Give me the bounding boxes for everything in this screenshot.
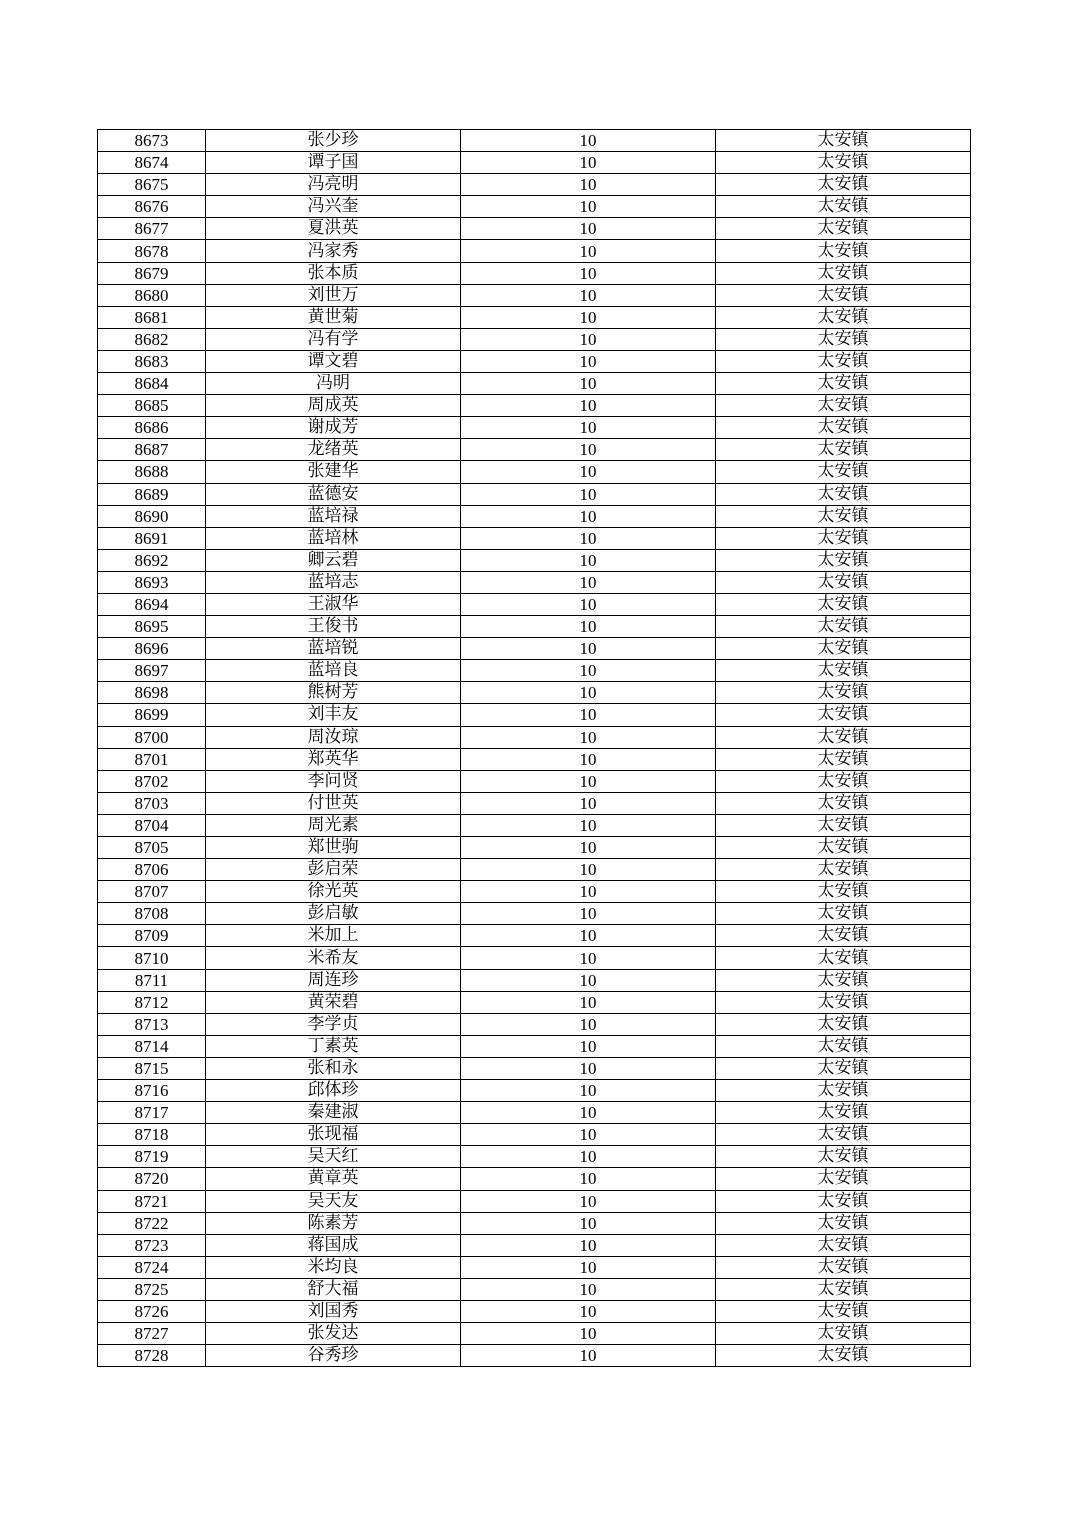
row-number-cell: 8722: [98, 1212, 206, 1234]
row-number-cell: 8723: [98, 1234, 206, 1256]
town-cell: 太安镇: [716, 1190, 971, 1212]
row-number-cell: 8711: [98, 969, 206, 991]
row-number-cell: 8687: [98, 439, 206, 461]
amount-cell: 10: [461, 306, 716, 328]
row-number-cell: 8691: [98, 527, 206, 549]
amount-cell: 10: [461, 1168, 716, 1190]
table-row: [98, 726, 971, 748]
town-cell: 太安镇: [716, 1035, 971, 1057]
table-row: [98, 593, 971, 615]
town-cell: 太安镇: [716, 704, 971, 726]
amount-cell: 10: [461, 461, 716, 483]
town-cell: 太安镇: [716, 660, 971, 682]
amount-cell: 10: [461, 1278, 716, 1300]
town-cell: 太安镇: [716, 859, 971, 881]
town-cell: 太安镇: [716, 373, 971, 395]
row-number-cell: 8685: [98, 395, 206, 417]
amount-cell: 10: [461, 218, 716, 240]
name-cell: 黄世菊: [206, 306, 461, 328]
table-row: [98, 1013, 971, 1035]
town-cell: 太安镇: [716, 1124, 971, 1146]
amount-cell: 10: [461, 395, 716, 417]
name-cell: 蓝培林: [206, 527, 461, 549]
name-cell: 龙绪英: [206, 439, 461, 461]
table-row: [98, 328, 971, 350]
amount-cell: 10: [461, 1345, 716, 1367]
name-cell: 蓝培良: [206, 660, 461, 682]
town-cell: 太安镇: [716, 682, 971, 704]
row-number-cell: 8700: [98, 726, 206, 748]
amount-cell: 10: [461, 1146, 716, 1168]
amount-cell: 10: [461, 1102, 716, 1124]
amount-cell: 10: [461, 903, 716, 925]
name-cell: 周光素: [206, 814, 461, 836]
amount-cell: 10: [461, 505, 716, 527]
town-cell: 太安镇: [716, 925, 971, 947]
name-cell: 冯家秀: [206, 240, 461, 262]
amount-cell: 10: [461, 439, 716, 461]
row-number-cell: 8710: [98, 947, 206, 969]
table-row: [98, 859, 971, 881]
table-row: [98, 991, 971, 1013]
name-cell: 张本质: [206, 262, 461, 284]
name-cell: 郑英华: [206, 748, 461, 770]
town-cell: 太安镇: [716, 152, 971, 174]
town-cell: 太安镇: [716, 1146, 971, 1168]
name-cell: 熊树芳: [206, 682, 461, 704]
name-cell: 付世英: [206, 792, 461, 814]
town-cell: 太安镇: [716, 748, 971, 770]
table-row: [98, 174, 971, 196]
amount-cell: 10: [461, 1300, 716, 1322]
data-table: [97, 129, 971, 1367]
town-cell: 太安镇: [716, 1278, 971, 1300]
amount-cell: 10: [461, 616, 716, 638]
name-cell: 舒大福: [206, 1278, 461, 1300]
table-row: [98, 1256, 971, 1278]
table-row: [98, 461, 971, 483]
name-cell: 秦建淑: [206, 1102, 461, 1124]
row-number-cell: 8709: [98, 925, 206, 947]
name-cell: 谢成芳: [206, 417, 461, 439]
town-cell: 太安镇: [716, 638, 971, 660]
row-number-cell: 8707: [98, 881, 206, 903]
name-cell: 夏洪英: [206, 218, 461, 240]
table-row: [98, 682, 971, 704]
name-cell: 蒋国成: [206, 1234, 461, 1256]
town-cell: 太安镇: [716, 1256, 971, 1278]
name-cell: 米均良: [206, 1256, 461, 1278]
town-cell: 太安镇: [716, 1234, 971, 1256]
name-cell: 黄章英: [206, 1168, 461, 1190]
amount-cell: 10: [461, 682, 716, 704]
town-cell: 太安镇: [716, 284, 971, 306]
table-row: [98, 792, 971, 814]
amount-cell: 10: [461, 593, 716, 615]
table-row: [98, 152, 971, 174]
town-cell: 太安镇: [716, 328, 971, 350]
amount-cell: 10: [461, 1190, 716, 1212]
amount-cell: 10: [461, 152, 716, 174]
town-cell: 太安镇: [716, 1168, 971, 1190]
name-cell: 谷秀珍: [206, 1345, 461, 1367]
amount-cell: 10: [461, 947, 716, 969]
table-row: [98, 395, 971, 417]
row-number-cell: 8690: [98, 505, 206, 527]
name-cell: 王淑华: [206, 593, 461, 615]
table-row: [98, 638, 971, 660]
row-number-cell: 8728: [98, 1345, 206, 1367]
row-number-cell: 8676: [98, 196, 206, 218]
name-cell: 冯有学: [206, 328, 461, 350]
town-cell: 太安镇: [716, 616, 971, 638]
amount-cell: 10: [461, 1035, 716, 1057]
row-number-cell: 8712: [98, 991, 206, 1013]
amount-cell: 10: [461, 1013, 716, 1035]
amount-cell: 10: [461, 991, 716, 1013]
row-number-cell: 8717: [98, 1102, 206, 1124]
town-cell: 太安镇: [716, 306, 971, 328]
row-number-cell: 8714: [98, 1035, 206, 1057]
table-row: [98, 571, 971, 593]
name-cell: 周连珍: [206, 969, 461, 991]
table-row: [98, 373, 971, 395]
amount-cell: 10: [461, 1234, 716, 1256]
amount-cell: 10: [461, 792, 716, 814]
row-number-cell: 8679: [98, 262, 206, 284]
town-cell: 太安镇: [716, 1345, 971, 1367]
row-number-cell: 8683: [98, 350, 206, 372]
town-cell: 太安镇: [716, 903, 971, 925]
name-cell: 王俊书: [206, 616, 461, 638]
row-number-cell: 8675: [98, 174, 206, 196]
table-row: [98, 417, 971, 439]
table-row: [98, 660, 971, 682]
table-row: [98, 1057, 971, 1079]
name-cell: 卿云碧: [206, 549, 461, 571]
name-cell: 李学贞: [206, 1013, 461, 1035]
row-number-cell: 8678: [98, 240, 206, 262]
town-cell: 太安镇: [716, 262, 971, 284]
table-row: [98, 1323, 971, 1345]
name-cell: 张发达: [206, 1323, 461, 1345]
row-number-cell: 8706: [98, 859, 206, 881]
name-cell: 吴天友: [206, 1190, 461, 1212]
row-number-cell: 8703: [98, 792, 206, 814]
town-cell: 太安镇: [716, 505, 971, 527]
name-cell: 吴天红: [206, 1146, 461, 1168]
amount-cell: 10: [461, 483, 716, 505]
table-row: [98, 1035, 971, 1057]
amount-cell: 10: [461, 726, 716, 748]
town-cell: 太安镇: [716, 549, 971, 571]
town-cell: 太安镇: [716, 1212, 971, 1234]
table-row: [98, 1278, 971, 1300]
row-number-cell: 8719: [98, 1146, 206, 1168]
row-number-cell: 8682: [98, 328, 206, 350]
name-cell: 陈素芳: [206, 1212, 461, 1234]
name-cell: 刘丰友: [206, 704, 461, 726]
name-cell: 彭启荣: [206, 859, 461, 881]
town-cell: 太安镇: [716, 527, 971, 549]
table-row: [98, 350, 971, 372]
amount-cell: 10: [461, 373, 716, 395]
row-number-cell: 8681: [98, 306, 206, 328]
table-body: [98, 130, 971, 1367]
row-number-cell: 8677: [98, 218, 206, 240]
amount-cell: 10: [461, 638, 716, 660]
name-cell: 邱体珍: [206, 1080, 461, 1102]
name-cell: 冯兴奎: [206, 196, 461, 218]
town-cell: 太安镇: [716, 461, 971, 483]
row-number-cell: 8708: [98, 903, 206, 925]
row-number-cell: 8698: [98, 682, 206, 704]
table-row: [98, 1080, 971, 1102]
table-row: [98, 1300, 971, 1322]
table-row: [98, 284, 971, 306]
table-row: [98, 483, 971, 505]
town-cell: 太安镇: [716, 218, 971, 240]
town-cell: 太安镇: [716, 991, 971, 1013]
table-row: [98, 439, 971, 461]
town-cell: 太安镇: [716, 571, 971, 593]
table-row: [98, 1102, 971, 1124]
name-cell: 丁素英: [206, 1035, 461, 1057]
table-row: [98, 1212, 971, 1234]
town-cell: 太安镇: [716, 1102, 971, 1124]
row-number-cell: 8695: [98, 616, 206, 638]
table-row: [98, 549, 971, 571]
row-number-cell: 8693: [98, 571, 206, 593]
table-row: [98, 1168, 971, 1190]
table-row: [98, 306, 971, 328]
town-cell: 太安镇: [716, 814, 971, 836]
amount-cell: 10: [461, 350, 716, 372]
town-cell: 太安镇: [716, 439, 971, 461]
name-cell: 蓝德安: [206, 483, 461, 505]
row-number-cell: 8718: [98, 1124, 206, 1146]
table-row: [98, 1146, 971, 1168]
table-row: [98, 837, 971, 859]
table-row: [98, 770, 971, 792]
row-number-cell: 8702: [98, 770, 206, 792]
row-number-cell: 8716: [98, 1080, 206, 1102]
town-cell: 太安镇: [716, 350, 971, 372]
amount-cell: 10: [461, 549, 716, 571]
row-number-cell: 8727: [98, 1323, 206, 1345]
row-number-cell: 8726: [98, 1300, 206, 1322]
town-cell: 太安镇: [716, 837, 971, 859]
town-cell: 太安镇: [716, 395, 971, 417]
amount-cell: 10: [461, 837, 716, 859]
town-cell: 太安镇: [716, 947, 971, 969]
amount-cell: 10: [461, 174, 716, 196]
table-row: [98, 704, 971, 726]
row-number-cell: 8692: [98, 549, 206, 571]
amount-cell: 10: [461, 814, 716, 836]
name-cell: 郑世驹: [206, 837, 461, 859]
amount-cell: 10: [461, 1212, 716, 1234]
row-number-cell: 8680: [98, 284, 206, 306]
amount-cell: 10: [461, 262, 716, 284]
table-row: [98, 1234, 971, 1256]
name-cell: 徐光英: [206, 881, 461, 903]
row-number-cell: 8705: [98, 837, 206, 859]
row-number-cell: 8724: [98, 1256, 206, 1278]
table-row: [98, 748, 971, 770]
table-row: [98, 947, 971, 969]
row-number-cell: 8715: [98, 1057, 206, 1079]
amount-cell: 10: [461, 770, 716, 792]
town-cell: 太安镇: [716, 770, 971, 792]
table-row: [98, 130, 971, 152]
town-cell: 太安镇: [716, 417, 971, 439]
table-row: [98, 240, 971, 262]
town-cell: 太安镇: [716, 1080, 971, 1102]
name-cell: 冯明: [206, 373, 461, 395]
name-cell: 刘国秀: [206, 1300, 461, 1322]
name-cell: 米希友: [206, 947, 461, 969]
town-cell: 太安镇: [716, 593, 971, 615]
row-number-cell: 8704: [98, 814, 206, 836]
table-row: [98, 925, 971, 947]
amount-cell: 10: [461, 1057, 716, 1079]
amount-cell: 10: [461, 328, 716, 350]
name-cell: 谭文碧: [206, 350, 461, 372]
name-cell: 黄荣碧: [206, 991, 461, 1013]
amount-cell: 10: [461, 284, 716, 306]
amount-cell: 10: [461, 571, 716, 593]
town-cell: 太安镇: [716, 792, 971, 814]
name-cell: 张现福: [206, 1124, 461, 1146]
row-number-cell: 8713: [98, 1013, 206, 1035]
name-cell: 李问贤: [206, 770, 461, 792]
amount-cell: 10: [461, 527, 716, 549]
table-row: [98, 527, 971, 549]
town-cell: 太安镇: [716, 881, 971, 903]
name-cell: 蓝培禄: [206, 505, 461, 527]
name-cell: 米加上: [206, 925, 461, 947]
row-number-cell: 8699: [98, 704, 206, 726]
town-cell: 太安镇: [716, 1013, 971, 1035]
row-number-cell: 8689: [98, 483, 206, 505]
table-row: [98, 969, 971, 991]
table-row: [98, 881, 971, 903]
name-cell: 张建华: [206, 461, 461, 483]
amount-cell: 10: [461, 240, 716, 262]
row-number-cell: 8673: [98, 130, 206, 152]
town-cell: 太安镇: [716, 1323, 971, 1345]
name-cell: 周汝琼: [206, 726, 461, 748]
amount-cell: 10: [461, 196, 716, 218]
amount-cell: 10: [461, 130, 716, 152]
table-row: [98, 218, 971, 240]
table-row: [98, 1190, 971, 1212]
row-number-cell: 8721: [98, 1190, 206, 1212]
row-number-cell: 8697: [98, 660, 206, 682]
name-cell: 张和永: [206, 1057, 461, 1079]
name-cell: 蓝培志: [206, 571, 461, 593]
row-number-cell: 8720: [98, 1168, 206, 1190]
name-cell: 蓝培锐: [206, 638, 461, 660]
table-row: [98, 814, 971, 836]
name-cell: 冯亮明: [206, 174, 461, 196]
town-cell: 太安镇: [716, 240, 971, 262]
amount-cell: 10: [461, 1080, 716, 1102]
row-number-cell: 8674: [98, 152, 206, 174]
name-cell: 彭启敏: [206, 903, 461, 925]
row-number-cell: 8701: [98, 748, 206, 770]
table-row: [98, 262, 971, 284]
amount-cell: 10: [461, 748, 716, 770]
amount-cell: 10: [461, 704, 716, 726]
row-number-cell: 8686: [98, 417, 206, 439]
amount-cell: 10: [461, 881, 716, 903]
name-cell: 刘世万: [206, 284, 461, 306]
row-number-cell: 8688: [98, 461, 206, 483]
row-number-cell: 8684: [98, 373, 206, 395]
amount-cell: 10: [461, 1256, 716, 1278]
table-row: [98, 616, 971, 638]
town-cell: 太安镇: [716, 1300, 971, 1322]
table-row: [98, 1124, 971, 1146]
amount-cell: 10: [461, 925, 716, 947]
town-cell: 太安镇: [716, 726, 971, 748]
amount-cell: 10: [461, 417, 716, 439]
town-cell: 太安镇: [716, 196, 971, 218]
row-number-cell: 8725: [98, 1278, 206, 1300]
amount-cell: 10: [461, 660, 716, 682]
name-cell: 周成英: [206, 395, 461, 417]
town-cell: 太安镇: [716, 1057, 971, 1079]
name-cell: 张少珍: [206, 130, 461, 152]
table-row: [98, 903, 971, 925]
row-number-cell: 8696: [98, 638, 206, 660]
amount-cell: 10: [461, 859, 716, 881]
table-row: [98, 1345, 971, 1367]
town-cell: 太安镇: [716, 130, 971, 152]
town-cell: 太安镇: [716, 483, 971, 505]
town-cell: 太安镇: [716, 969, 971, 991]
table-row: [98, 196, 971, 218]
row-number-cell: 8694: [98, 593, 206, 615]
amount-cell: 10: [461, 969, 716, 991]
amount-cell: 10: [461, 1124, 716, 1146]
table-row: [98, 505, 971, 527]
town-cell: 太安镇: [716, 174, 971, 196]
name-cell: 谭子国: [206, 152, 461, 174]
amount-cell: 10: [461, 1323, 716, 1345]
